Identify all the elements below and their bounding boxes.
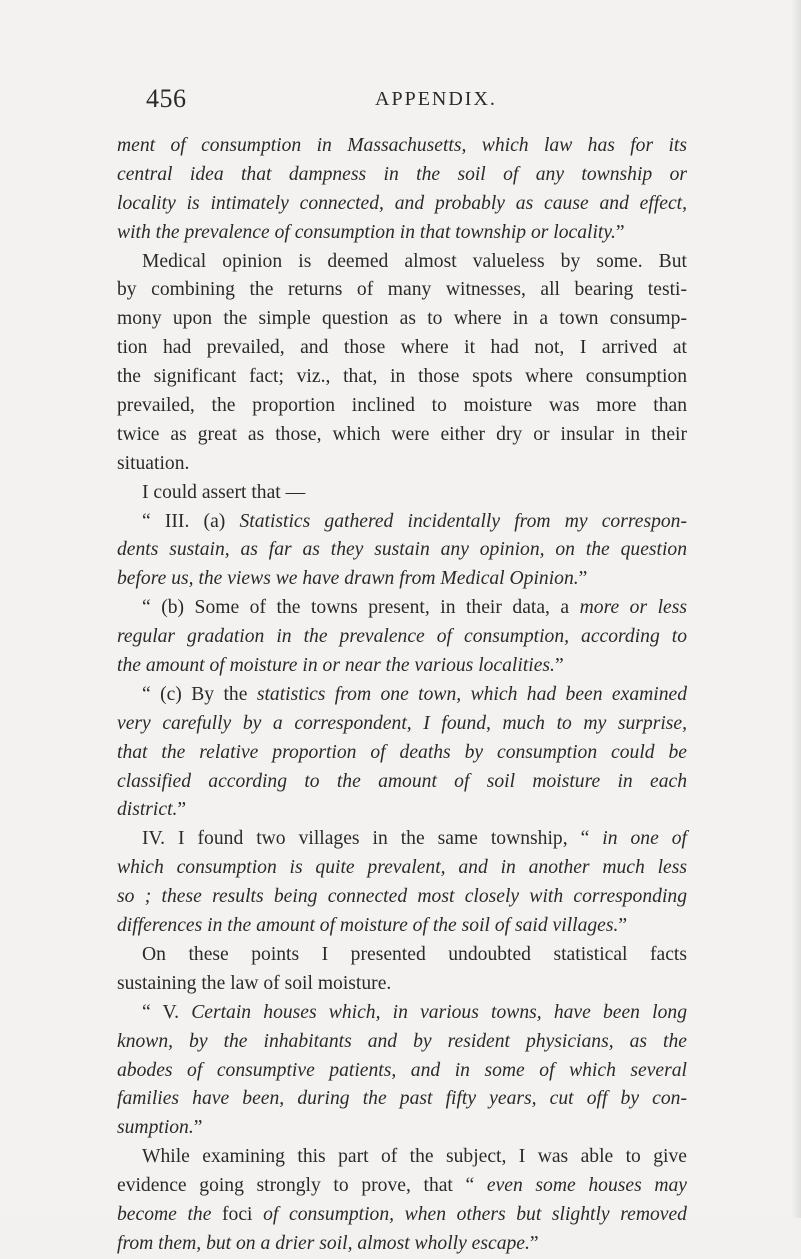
roman-text: prevailed, the proportion inclined to moisture was more than [117,395,687,417]
text-line [117,1230,687,1259]
roman-text: ” [554,655,564,677]
italic-text: regular gradation in the prevalence of consumption, according to [117,626,687,648]
italic-text: Statistics gathered incidentally from my correspon- [239,510,687,532]
italic-text: dents sustain, as far as they sustain any opinion, on the question [117,539,687,561]
text-line [117,999,687,1028]
text-line [117,479,687,508]
italic-text: of consumption, when others but slightly removed [263,1203,687,1225]
text-line [117,883,687,912]
text-line [117,739,687,768]
roman-text: ” [578,568,588,590]
roman-text: “ V. [142,1001,192,1023]
text-line [117,334,687,363]
text-line [117,190,687,219]
roman-text: ” [177,799,187,821]
text-line [117,1114,687,1143]
roman-text: Medical opinion is deemed almost valueless by some. But [142,250,687,272]
italic-text: even some houses may [486,1175,687,1197]
text-line [117,565,687,594]
italic-text: so ; these results being connected most closely with corresponding [117,886,687,908]
italic-text: before us, the views we have drawn from Medical Opinion. [117,568,579,590]
italic-text: statistics from one town, which had been examined [256,683,688,705]
text-line [117,652,687,681]
text-line [117,768,687,797]
roman-text: I could assert that — [142,481,306,503]
italic-text: district. [117,799,178,821]
header-title: APPENDIX. [375,88,497,110]
italic-text: become the [117,1203,223,1225]
roman-text: ” [529,1232,539,1254]
italic-text: classified according to the amount of soil moisture in each [117,770,687,792]
text-line [117,1201,687,1230]
italic-text: that the relative proportion of deaths by consumption could be [117,741,687,763]
text-line [117,912,687,941]
text-line [117,825,687,854]
roman-text: sustaining the law of soil moisture. [117,972,392,994]
roman-text: mony upon the simple question as to where in a town consump- [117,308,687,330]
roman-text: ” [615,221,625,243]
text-line [117,392,687,421]
roman-text: situation. [117,452,190,474]
text-line [117,536,687,565]
roman-text: “ (c) By the [142,683,257,705]
italic-text: from them, but on a drier soil, almost wholly escape. [117,1232,530,1254]
text-line [117,970,687,999]
text-line [117,248,687,277]
text-line [117,1085,687,1114]
text-line [117,796,687,825]
text-line [117,450,687,479]
running-head [146,84,686,114]
text-line [117,1172,687,1201]
text-line [117,623,687,652]
text-line [117,941,687,970]
text-line [117,161,687,190]
text-line [117,594,687,623]
body-text [117,132,687,1259]
roman-text: On these points I presented undoubted statistical facts [142,943,687,965]
text-line [117,710,687,739]
italic-text: known, by the inhabitants and by resident physicians, as the [117,1030,687,1052]
page-edge-shadow [791,0,801,1218]
roman-text: tion had prevailed, and those where it had not, I arrived at [117,337,687,359]
text-line [117,132,687,161]
text-line [117,305,687,334]
roman-text: foci [222,1203,264,1225]
italic-text: families have been, during the past fifty years, cut off by con- [117,1088,687,1110]
text-line [117,276,687,305]
italic-text: central idea that dampness in the soil of any township or [117,163,687,185]
italic-text: more or less [579,597,688,619]
roman-text: IV. I found two villages in the same township, “ [142,828,603,850]
text-line [117,1028,687,1057]
italic-text: with the prevalence of consumption in that township or locality. [117,221,616,243]
italic-text: ment of consumption in Massachusetts, which law has for its [117,135,687,156]
text-line [117,421,687,450]
italic-text: differences in the amount of moisture of the soil of said villages. [117,915,619,937]
roman-text: “ III. (a) [142,510,240,532]
italic-text: sumption. [117,1117,194,1139]
italic-text: in one of [602,828,687,850]
text-line [117,363,687,392]
italic-text: abodes of consumptive patients, and in some of which several [117,1059,687,1081]
text-line [117,508,687,537]
italic-text: locality is intimately connected, and probably as cause and effect, [117,192,687,214]
italic-text: the amount of moisture in or near the various localities. [117,655,555,677]
text-line [117,219,687,248]
text-line [117,1143,687,1172]
roman-text: While examining this part of the subject, I was able to give [142,1146,687,1168]
italic-text: very carefully by a correspondent, I found, much to my surprise, [117,712,687,734]
roman-text: ” [618,915,628,937]
text-line [117,681,687,710]
roman-text: the significant fact; viz., that, in those spots where consumption [117,366,687,388]
roman-text: ” [193,1117,203,1139]
roman-text: evidence going strongly to prove, that “ [117,1175,487,1197]
page-number: 456 [146,84,187,113]
roman-text: “ (b) Some of the towns present, in their data, a [142,597,580,619]
italic-text: Certain houses which, in various towns, have been long [191,1001,687,1023]
roman-text: twice as great as those, which were either dry or insular in their [117,423,687,445]
roman-text: by combining the returns of many witnesses, all bearing testi- [117,279,687,301]
italic-text: which consumption is quite prevalent, and in another much less [117,857,687,879]
text-line [117,1057,687,1086]
text-line [117,854,687,883]
